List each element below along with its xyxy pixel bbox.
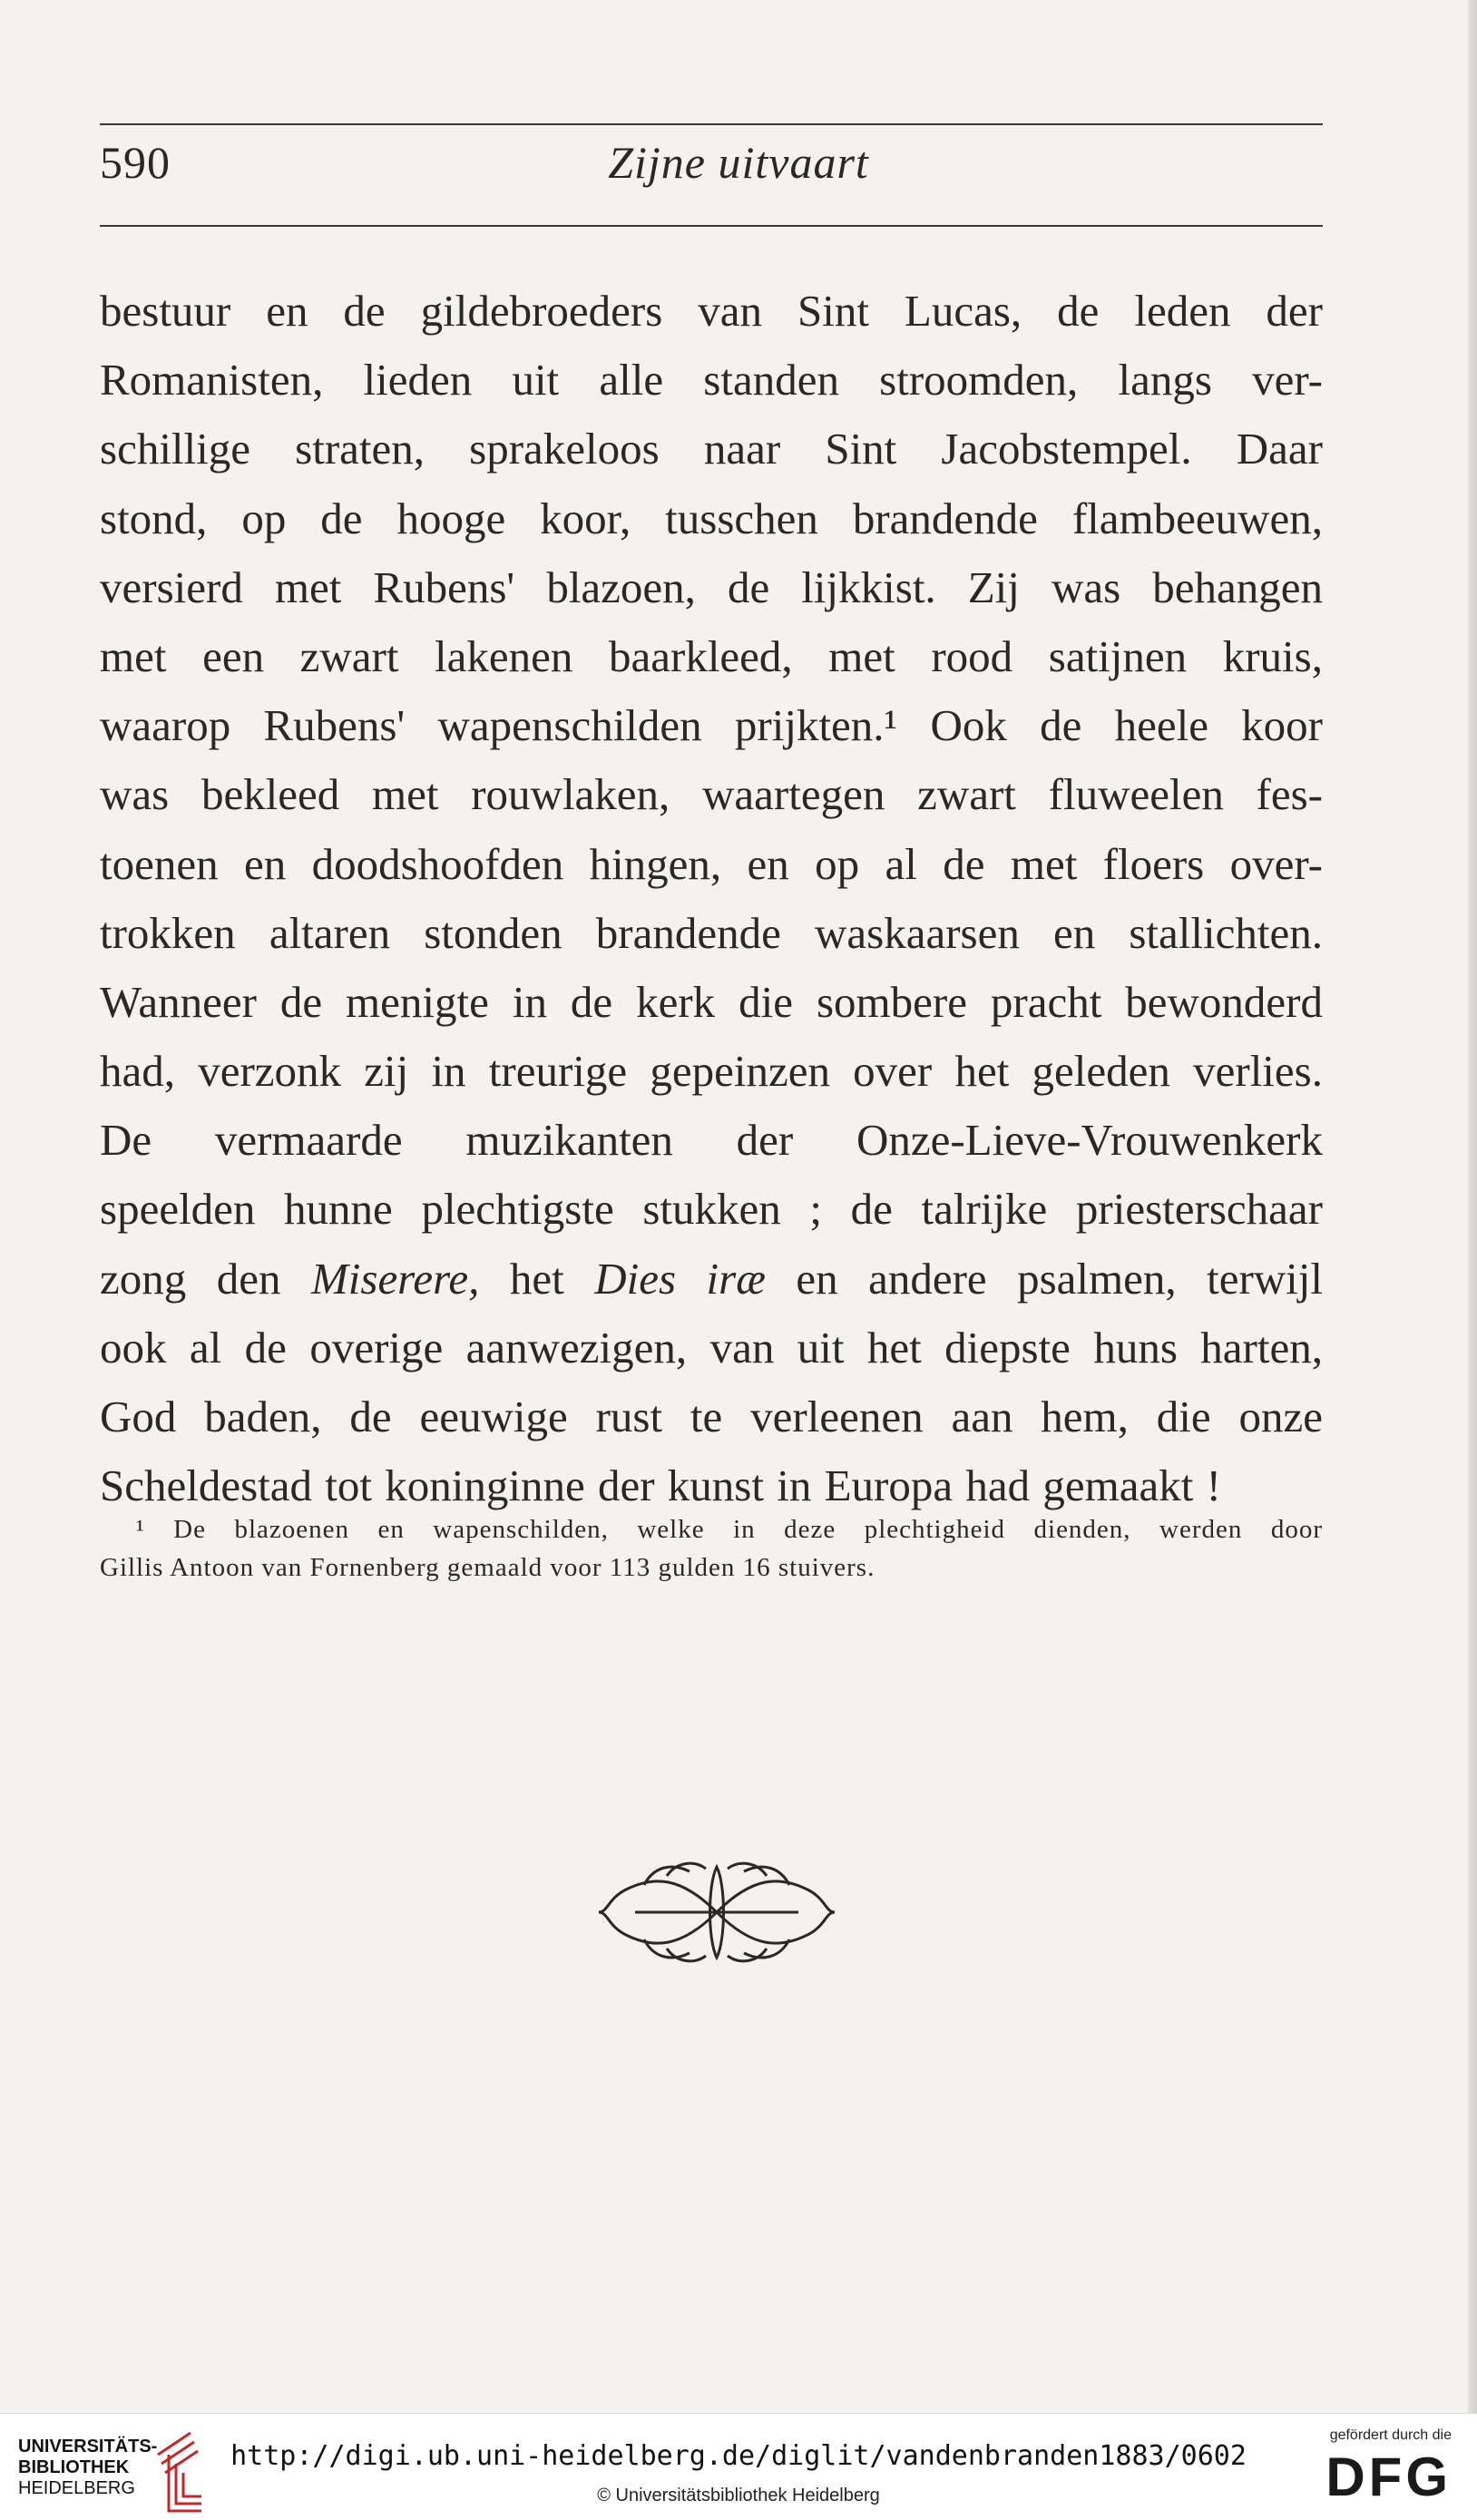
- running-title: Zijne uitvaart: [608, 137, 869, 188]
- text-line: God baden, de eeuwige rust te verleenen aan hem, die onze: [100, 1392, 1323, 1441]
- library-line: BIBLIOTHEK: [18, 2457, 130, 2477]
- text-line: schillige straten, sprakeloos naar Sint Jacobstempel. Daar: [100, 424, 1323, 474]
- text-line: ook al de overige aanwezigen, van uit het diepste huns harten,: [100, 1322, 1323, 1372]
- library-line: UNIVERSITÄTS-: [18, 2437, 158, 2457]
- text-line: versierd met Rubens' blazoen, de lijkkist. Zij was behangen: [100, 562, 1323, 612]
- page-edge: [1468, 0, 1477, 2413]
- text-line: stond, op de hooge koor, tusschen brandende flambeeuwen,: [100, 493, 1323, 543]
- text-line: trokken altaren stonden brandende waskaarsen en stallichten.: [100, 907, 1323, 958]
- text-run: het: [479, 1253, 595, 1304]
- header-rule-bottom: [100, 225, 1323, 227]
- footnote-line: ¹ De blazoenen en wapenschilden, welke in deze plechtigheid dienden, werden door: [136, 1515, 1323, 1544]
- text-line: was bekleed met rouwlaken, waartegen zwart fluweelen fes-: [100, 769, 1323, 820]
- text-line: Scheldestad tot koninginne der kunst in Europa had gemaakt !: [100, 1460, 1221, 1511]
- italic-dies-irae: Dies iræ: [594, 1253, 766, 1304]
- text-line: waarop Rubens' wapenschilden prijkten.¹ Ook de heele koor: [100, 700, 1323, 751]
- text-line: De vermaarde muzikanten der Onze-Lieve-Vrouwenkerk: [100, 1115, 1323, 1166]
- page-number: 590: [100, 137, 171, 188]
- italic-miserere: Miserere,: [310, 1253, 480, 1304]
- text-run: zong den: [100, 1253, 311, 1304]
- footnote-line: Gillis Antoon van Fornenberg gemaald voor 113 gulden 16 stuivers.: [100, 1553, 875, 1582]
- text-line-with-italics: [100, 1245, 1323, 1314]
- body-text: [100, 277, 1323, 1520]
- text-line: speelden hunne plechtigste stukken ; de talrijke priesterschaar: [100, 1184, 1323, 1235]
- header-rule-top: [100, 123, 1323, 125]
- text-line: Romanisten, lieden uit alle standen stroomden, langs ver-: [100, 355, 1323, 405]
- copyright-notice: © Universitätsbibliothek Heidelberg: [597, 2486, 880, 2505]
- text-line: bestuur en de gildebroeders van Sint Lucas, de leden der: [100, 286, 1323, 336]
- text-run: en andere psalmen, terwijl: [765, 1253, 1324, 1304]
- dfg-logo: DFG: [1325, 2447, 1452, 2507]
- text-line: toenen en doodshoofden hingen, en op al de met floers over-: [100, 838, 1323, 889]
- text-line: met een zwart lakenen baarkleed, met rood satijnen kruis,: [100, 630, 1323, 681]
- library-line: HEIDELBERG: [18, 2478, 135, 2498]
- funded-by-label: gefördert durch die: [1329, 2427, 1452, 2443]
- text-line: had, verzonk zij in treurige gepeinzen over het geleden verlies.: [100, 1046, 1323, 1097]
- ornament-fleuron-icon: [590, 1849, 844, 1976]
- citation-url-link[interactable]: http://digi.ub.uni-heidelberg.de/diglit/vandenbranden1883/0602: [230, 2440, 1247, 2472]
- footnote: [100, 1510, 1323, 1587]
- text-line: Wanneer de menigte in de kerk die sombere pracht bewonderd: [100, 976, 1323, 1027]
